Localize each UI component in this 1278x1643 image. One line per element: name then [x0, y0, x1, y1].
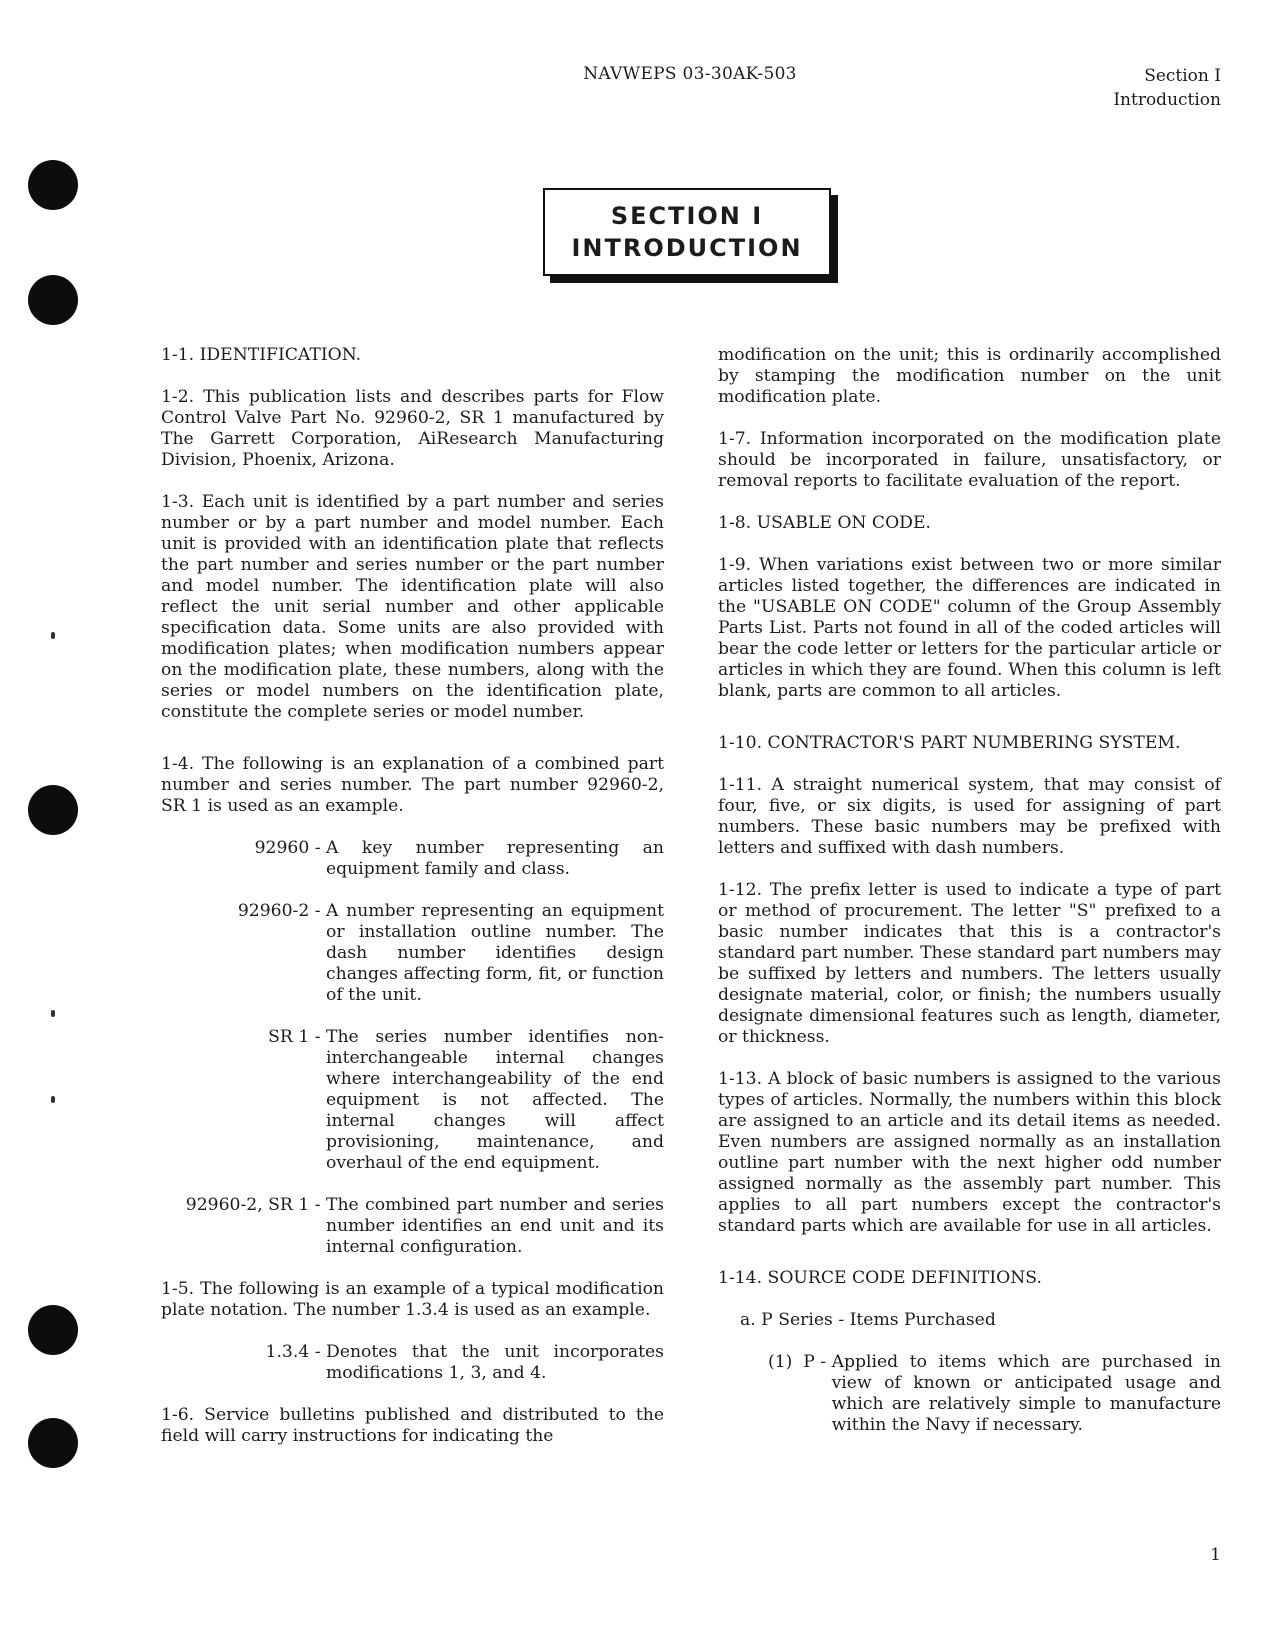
section-title-line2: INTRODUCTION — [571, 234, 803, 262]
definition-desc: The series number identifies non-interchangeable internal changes where interchangeability of the end equipment is not affected. The internal changes will affect provisioning, maintenance, and overhaul of the end equipment. — [326, 1027, 664, 1173]
definition-item — [161, 1195, 664, 1258]
right-column — [718, 345, 1221, 1457]
definition-term: 92960-2, SR 1 - — [185, 1195, 326, 1215]
binder-hole-4 — [28, 1305, 78, 1355]
definition-desc: The combined part number and series number identifies an end unit and its internal configuration. — [326, 1195, 664, 1257]
definition-item — [161, 901, 664, 1006]
subsection-1 — [718, 1352, 1221, 1436]
heading-1-8: 1-8. USABLE ON CODE. — [718, 513, 931, 533]
binder-hole-3 — [28, 785, 78, 835]
paragraph-1-13: 1-13. A block of basic numbers is assigned to the various types of articles. Normally, the numbers within this block are assigned to an article and its detail items as needed. Even numbers are assigned normally as an installation outline part number with the next higher odd number assigned normally as the assembly part number. This applies to all part numbers except the contractor's standard parts which are available for use in all articles. — [718, 1069, 1221, 1236]
paragraph-1-7: 1-7. Information incorporated on the modification plate should be incorporated in failure, unsatisfactory, or removal reports to facilitate evaluation of the report. — [718, 429, 1221, 491]
section-subtitle: Introduction — [1113, 90, 1221, 110]
heading-1-1: 1-1. IDENTIFICATION. — [161, 345, 362, 365]
definition-item — [161, 1027, 664, 1174]
paragraph-1-12: 1-12. The prefix letter is used to indicate a type of part or method of procurement. The letter "S" prefixed to a basic number indicates that this is a contractor's standard part number. These standard part numbers may be suffixed by letters and numbers. The letters usually designate material, color, or finish; the numbers usually designate dimensional features such as length, diameter, or thickness. — [718, 880, 1221, 1047]
paragraph-1-5: 1-5. The following is an example of a typical modification plate notation. The number 1.3.4 is used as an example. — [161, 1279, 664, 1320]
definition-item — [161, 838, 664, 880]
definition-desc: Denotes that the unit incorporates modifications 1, 3, and 4. — [326, 1342, 664, 1383]
modification-definition — [161, 1342, 664, 1384]
paragraph-1-6: 1-6. Service bulletins published and distributed to the field will carry instructions for indicating the — [161, 1405, 664, 1446]
definition-term: 1.3.4 - — [265, 1342, 326, 1362]
scan-speck — [51, 1096, 55, 1103]
binder-hole-2 — [28, 275, 78, 325]
heading-1-10: 1-10. CONTRACTOR'S PART NUMBERING SYSTEM. — [718, 733, 1181, 753]
paragraph-1-3: 1-3. Each unit is identified by a part number and series number or by a part number and model number. Each unit is provided with an identification plate that reflects the part number and series number or the part number and model number. The identification plate will also reflect the unit serial number and other applicable specification data. Some units are also provided with modification plates; when modification numbers appear on the modification plate, these numbers, along with the series or model numbers on the identification plate, constitute the complete series or model number. — [161, 492, 664, 722]
paragraph-1-6-continued: modification on the unit; this is ordinarily accomplished by stamping the modification number on the unit modification plate. — [718, 345, 1221, 407]
paragraph-1-4: 1-4. The following is an explanation of a combined part number and series number. The part number 92960-2, SR 1 is used as an example. — [161, 754, 664, 816]
paragraph-1-2: 1-2. This publication lists and describes parts for Flow Control Valve Part No. 92960-2, SR 1 manufactured by The Garrett Corporation, AiResearch Manufacturing Division, Phoenix, Arizona. — [161, 387, 664, 470]
left-column — [161, 345, 664, 1447]
subsection-a: a. P Series - Items Purchased — [740, 1310, 996, 1330]
paragraph-1-11: 1-11. A straight numerical system, that may consist of four, five, or six digits, is used for assigning of part numbers. These basic numbers may be prefixed with letters and suffixed with dash numbers. — [718, 775, 1221, 858]
definition-term: SR 1 - — [268, 1027, 326, 1047]
subsection-term: (1) P - — [768, 1352, 832, 1372]
scan-speck — [51, 1010, 55, 1017]
section-title-box — [543, 188, 831, 276]
heading-1-14: 1-14. SOURCE CODE DEFINITIONS. — [718, 1268, 1042, 1288]
subsection-desc: Applied to items which are purchased in view of known or anticipated usage and which are relatively simple to manufacture within the Navy if necessary. — [831, 1352, 1221, 1435]
page-number: 1 — [1210, 1545, 1221, 1565]
document-number: NAVWEPS 03-30AK-503 — [583, 64, 797, 84]
scan-speck — [51, 632, 55, 639]
section-label: Section I — [1144, 66, 1221, 86]
paragraph-1-9: 1-9. When variations exist between two or more similar articles listed together, the differences are indicated in the "USABLE ON CODE" column of the Group Assembly Parts List. Parts not found in all of the coded articles will bear the code letter or letters for the particular article or articles in which they are found. When this column is left blank, parts are common to all articles. — [718, 555, 1221, 701]
section-header — [1113, 64, 1221, 112]
binder-hole-5 — [28, 1418, 78, 1468]
section-title-line1: SECTION I — [610, 202, 764, 230]
definition-term: 92960-2 - — [237, 901, 326, 921]
definition-desc: A number representing an equipment or installation outline number. The dash number identifies design changes affecting form, fit, or function of the unit. — [326, 901, 664, 1005]
definition-term: 92960 - — [254, 838, 326, 858]
binder-hole-1 — [28, 160, 78, 210]
definition-desc: A key number representing an equipment family and class. — [326, 838, 664, 879]
